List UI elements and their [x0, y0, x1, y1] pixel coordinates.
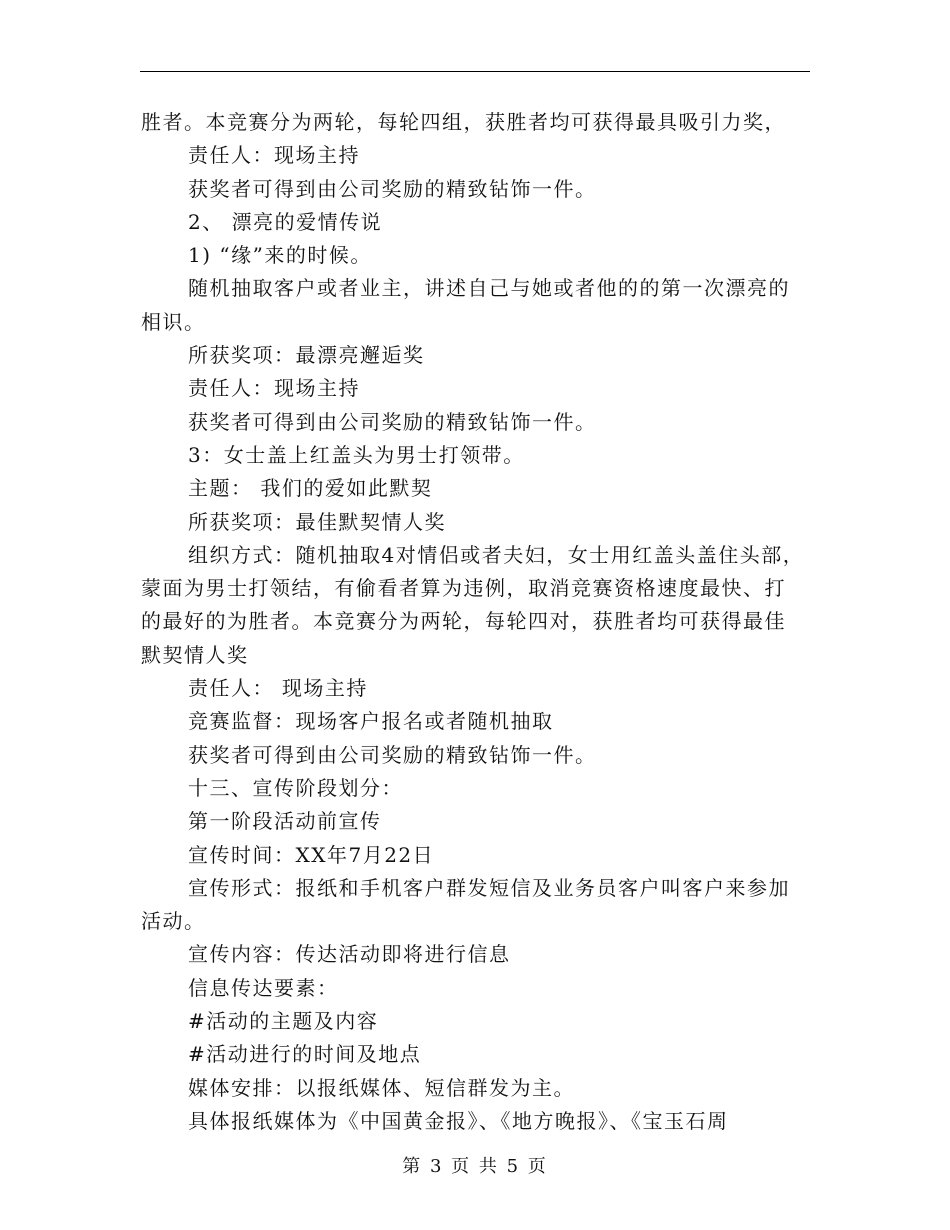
- paragraph-line: 获奖者可得到由公司奖励的精致钻饰一件。: [188, 176, 597, 201]
- paragraph-line: 相识。: [141, 309, 206, 334]
- paragraph-line: 宣传时间：XX年7月22日: [188, 842, 435, 867]
- paragraph-line: 默契情人奖: [141, 642, 249, 667]
- paragraph-line: 组织方式：随机抽取4对情侣或者夫妇，女士用红盖头盖住头部，: [188, 542, 805, 567]
- paragraph-line: 的最好的为胜者。本竞赛分为两轮，每轮四对，获胜者均可获得最佳: [141, 609, 786, 634]
- paragraph-line: 活动。: [141, 909, 206, 934]
- paragraph-line: 十三、宣传阶段划分：: [188, 775, 403, 800]
- paragraph-line: 信息传达要素：: [188, 975, 339, 1000]
- paragraph-line: 获奖者可得到由公司奖励的精致钻饰一件。: [188, 742, 597, 767]
- paragraph-line: 3：女士盖上红盖头为男士打领带。: [188, 442, 525, 467]
- paragraph-line: 责任人： 现场主持: [188, 676, 368, 701]
- paragraph-line: 随机抽取客户或者业主，讲述自己与她或者他的的第一次漂亮的: [188, 276, 790, 301]
- paragraph-line: 宣传形式：报纸和手机客户群发短信及业务员客户叫客户来参加: [188, 875, 790, 900]
- paragraph-line: 具体报纸媒体为《中国黄金报》、《地方晚报》、《宝玉石周: [188, 1108, 729, 1133]
- paragraph-line: 责任人：现场主持: [188, 376, 360, 401]
- paragraph-line: 主题： 我们的爱如此默契: [188, 476, 433, 501]
- paragraph-line: #活动进行的时间及地点: [188, 1042, 422, 1067]
- document-body: [141, 106, 811, 1138]
- paragraph-line: 媒体安排：以报纸媒体、短信群发为主。: [188, 1075, 575, 1100]
- paragraph-line: 责任人：现场主持: [188, 143, 360, 168]
- paragraph-line: 竞赛监督：现场客户报名或者随机抽取: [188, 709, 554, 734]
- paragraph-line: 蒙面为男士打领结，有偷看者算为违例，取消竞赛资格速度最快、打: [141, 576, 786, 601]
- paragraph-line: 1) “缘”来的时候。: [188, 243, 372, 268]
- page-footer: 第 3 页 共 5 页: [402, 1156, 548, 1177]
- paragraph-line: 所获奖项：最漂亮邂逅奖: [188, 343, 425, 368]
- paragraph-line: 胜者。本竞赛分为两轮，每轮四组，获胜者均可获得最具吸引力奖，: [141, 110, 786, 134]
- paragraph-line: 第一阶段活动前宣传: [188, 809, 382, 834]
- paragraph-line: 2、 漂亮的爱情传说: [188, 209, 383, 234]
- header-rule: [140, 71, 810, 72]
- paragraph-line: 获奖者可得到由公司奖励的精致钻饰一件。: [188, 409, 597, 434]
- paragraph-line: 宣传内容：传达活动即将进行信息: [188, 942, 511, 967]
- paragraph-line: #活动的主题及内容: [188, 1009, 379, 1034]
- paragraph-line: 所获奖项：最佳默契情人奖: [188, 509, 446, 534]
